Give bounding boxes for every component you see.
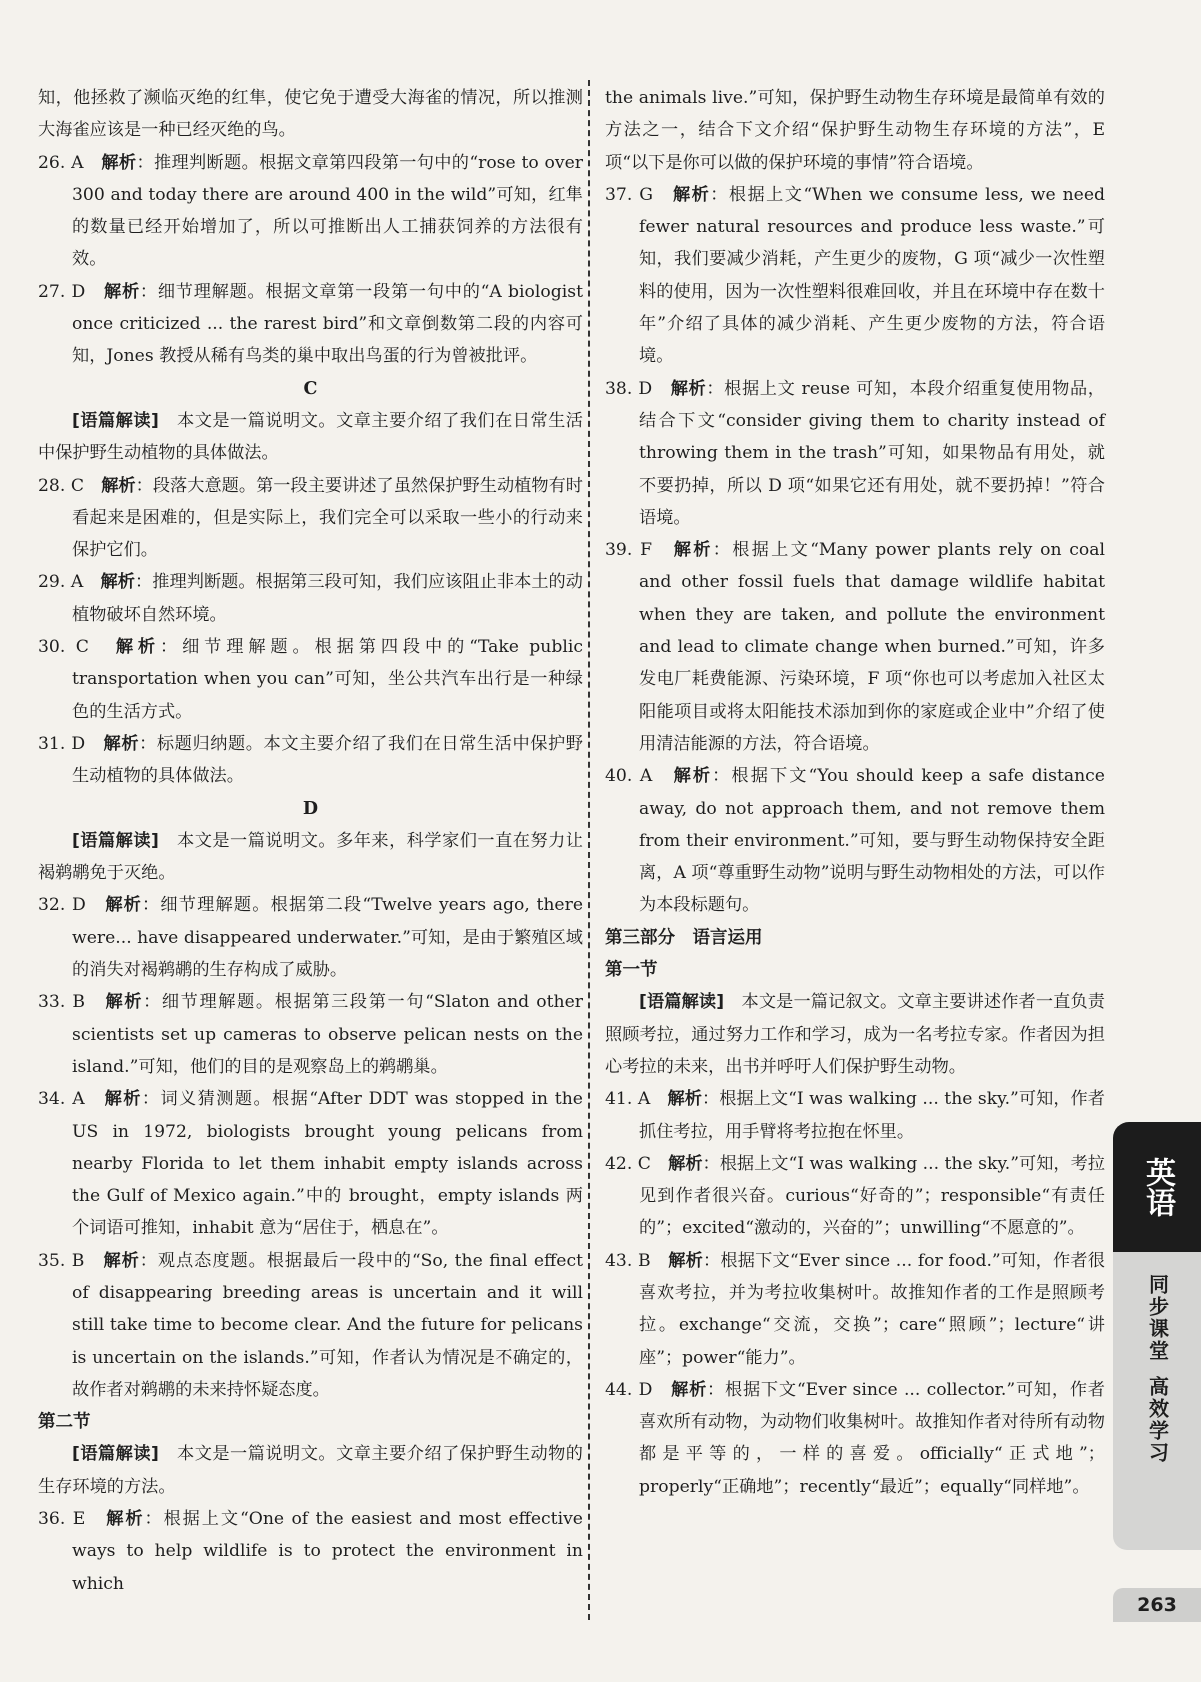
- subject-tab: [1113, 1122, 1201, 1252]
- section-heading-d: D: [302, 798, 319, 819]
- series-label-2: 高效学习: [1145, 1376, 1170, 1464]
- passage-reading-sec1: [语篇解读] 本文是一篇记叙文。文章主要讲述作者一直负责照顾考拉，通过努力工作和学习，成为一名考拉专家。作者因为担心考拉的未来，出书并呼吁人们保护野生动物。: [605, 992, 1105, 1077]
- answer-38: 38. D 解析：根据上文 reuse 可知，本段介绍重复使用物品，结合下文“consider giving them to charity instead of throwing them in the trash”可知，如果物品有用处，就不要扔掉，所以 D 项“如果它还有用处，就不要扔掉！”符合语境。: [605, 378, 1105, 528]
- answer-26: 26. A 解析：推理判断题。根据文章第四段第一句中的“rose to over 300 and today there are around 400 in the wild”可知，红隼的数量已经开始增加了，所以可推断出人工捕获饲养的方法很有效。: [38, 152, 583, 270]
- answer-36: 36. E 解析：根据上文“One of the easiest and most effective ways to help wildlife is to protect the environment in which: [38, 1509, 583, 1594]
- section-heading-c: C: [303, 378, 318, 399]
- subject-label: 英语: [1140, 1157, 1175, 1217]
- passage-reading-sec2: [语篇解读] 本文是一篇说明文。文章主要介绍了保护野生动物的生存环境的方法。: [38, 1444, 583, 1497]
- answer-29: 29. A 解析：推理判断题。根据第三段可知，我们应该阻止非本土的动植物破坏自然环境。: [38, 572, 583, 625]
- answer-40: 40. A 解析：根据下文“You should keep a safe distance away, do not approach them, and not remove them from their environment.”可知，要与野生动物保持安全距离，A 项“尊重野生动物”说明与野生动物相处的方法，可以作为本段标题句。: [605, 766, 1105, 916]
- answer-32: 32. D 解析：细节理解题。根据第二段“Twelve years ago, there were... have disappeared underwater.”可知，是由于繁殖区域的消失对褐鹈鹕的生存构成了威胁。: [38, 895, 583, 981]
- continued-paragraph: 知，他拯救了濒临灭绝的红隼，使它免于遭受大海雀的情况，所以推测大海雀应该是一种已经灭绝的鸟。: [38, 88, 583, 141]
- answer-41: 41. A 解析：根据上文“I was walking ... the sky.”可知，作者抓住考拉，用手臂将考拉抱在怀里。: [605, 1089, 1105, 1142]
- passage-reading-c: [语篇解读] 本文是一篇说明文。文章主要介绍了我们在日常生活中保护野生动植物的具体做法。: [38, 410, 583, 464]
- page-number: 263: [1113, 1588, 1201, 1622]
- answer-27: 27. D 解析：细节理解题。根据文章第一段第一句中的“A biologist once criticized ... the rarest bird”和文章倒数第二段的内容可知，Jones 教授从稀有鸟类的巢中取出鸟蛋的行为曾被批评。: [38, 281, 583, 367]
- answer-42: 42. C 解析：根据上文“I was walking ... the sky.”可知，考拉见到作者很兴奋。curious“好奇的”；responsible“有责任的”；excited“激动的，兴奋的”；unwilling“不愿意的”。: [605, 1153, 1105, 1239]
- section-1-heading: 第一节: [605, 960, 658, 981]
- answer-31: 31. D 解析：标题归纳题。本文主要介绍了我们在日常生活中保护野生动植物的具体做法。: [38, 733, 583, 787]
- answer-35: 35. B 解析：观点态度题。根据最后一段中的“So, the final effect of disappearing breeding areas is uncertain and it will still take time to become clear. And the future for pelicans is uncertain on the islands.”可知，作者认为情况是不确定的，故作者对鹈鹕的未来持怀疑态度。: [38, 1250, 583, 1400]
- answer-37: 37. G 解析：根据上文“When we consume less, we need fewer natural resources and produce less waste.”可知，我们要减少消耗，产生更少的废物，G 项“减少一次性塑料的使用，因为一次性塑料很难回收，并且在环境中存在数十年”介绍了具体的减少消耗、产生更少废物的方法，符合语境。: [605, 184, 1105, 367]
- answer-28: 28. C 解析：段落大意题。第一段主要讲述了虽然保护野生动植物有时看起来是困难的，但是实际上，我们完全可以采取一些小的行动来保护它们。: [38, 475, 583, 561]
- passage-reading-d: [语篇解读] 本文是一篇说明文。多年来，科学家们一直在努力让褐鹈鹕免于灭绝。: [38, 830, 583, 884]
- answer-39: 39. F 解析：根据上文“Many power plants rely on coal and other fossil fuels that damage wildlife habitat when they are taken, and pollute the environment and lead to climate change when burned.”可知，许多发电厂耗费能源、污染环境，F 项“你也可以考虑加入社区太阳能项目或将太阳能技术添加到你的家庭或企业中”介绍了使用清洁能源的方法，符合语境。: [605, 540, 1105, 754]
- section-2-heading: 第二节: [38, 1412, 91, 1433]
- answer-33: 33. B 解析：细节理解题。根据第三段第一句“Slaton and other scientists set up cameras to observe pelican nests on the island.”可知，他们的目的是观察岛上的鹈鹕巢。: [38, 992, 583, 1077]
- part-3-heading: 第三部分 语言运用: [605, 927, 763, 948]
- column-divider: [588, 80, 590, 1620]
- answer-44: 44. D 解析：根据下文“Ever since ... collector.”可知，作者喜欢所有动物，为动物们收集树叶。故推知作者对待所有动物都是平等的，一样的喜爱。officially“正式地”；properly“正确地”；recently“最近”；equally“同样地”。: [605, 1379, 1105, 1497]
- answer-43: 43. B 解析：根据下文“Ever since ... for food.”可知，作者很喜欢考拉，并为考拉收集树叶。故推知作者的工作是照顾考拉。exchange“交流，交换”；care“照顾”；lecture“讲座”；power“能力”。: [605, 1250, 1105, 1368]
- series-label-1: 同步课堂: [1145, 1274, 1170, 1362]
- answer-34: 34. A 解析：词义猜测题。根据“After DDT was stopped in the US in 1972, biologists brought young pelicans from nearby Florida to let them inhabit empty islands across the Gulf of Mexico again.”中的 brought，empty islands 两个词语可推知，inhabit 意为“居住于，栖息在”。: [38, 1089, 583, 1239]
- left-column: [38, 82, 583, 1600]
- right-column: [605, 82, 1105, 1503]
- series-tab: [1113, 1252, 1201, 1550]
- answer-30: 30. C 解析：细节理解题。根据第四段中的“Take public transportation when you can”可知，坐公共汽车出行是一种绿色的生活方式。: [38, 637, 583, 722]
- continued-paragraph-right: the animals live.”可知，保护野生动物生存环境是最简单有效的方法之一，结合下文介绍“保护野生动物生存环境的方法”，E 项“以下是你可以做的保护环境的事情”符合语境。: [605, 88, 1105, 173]
